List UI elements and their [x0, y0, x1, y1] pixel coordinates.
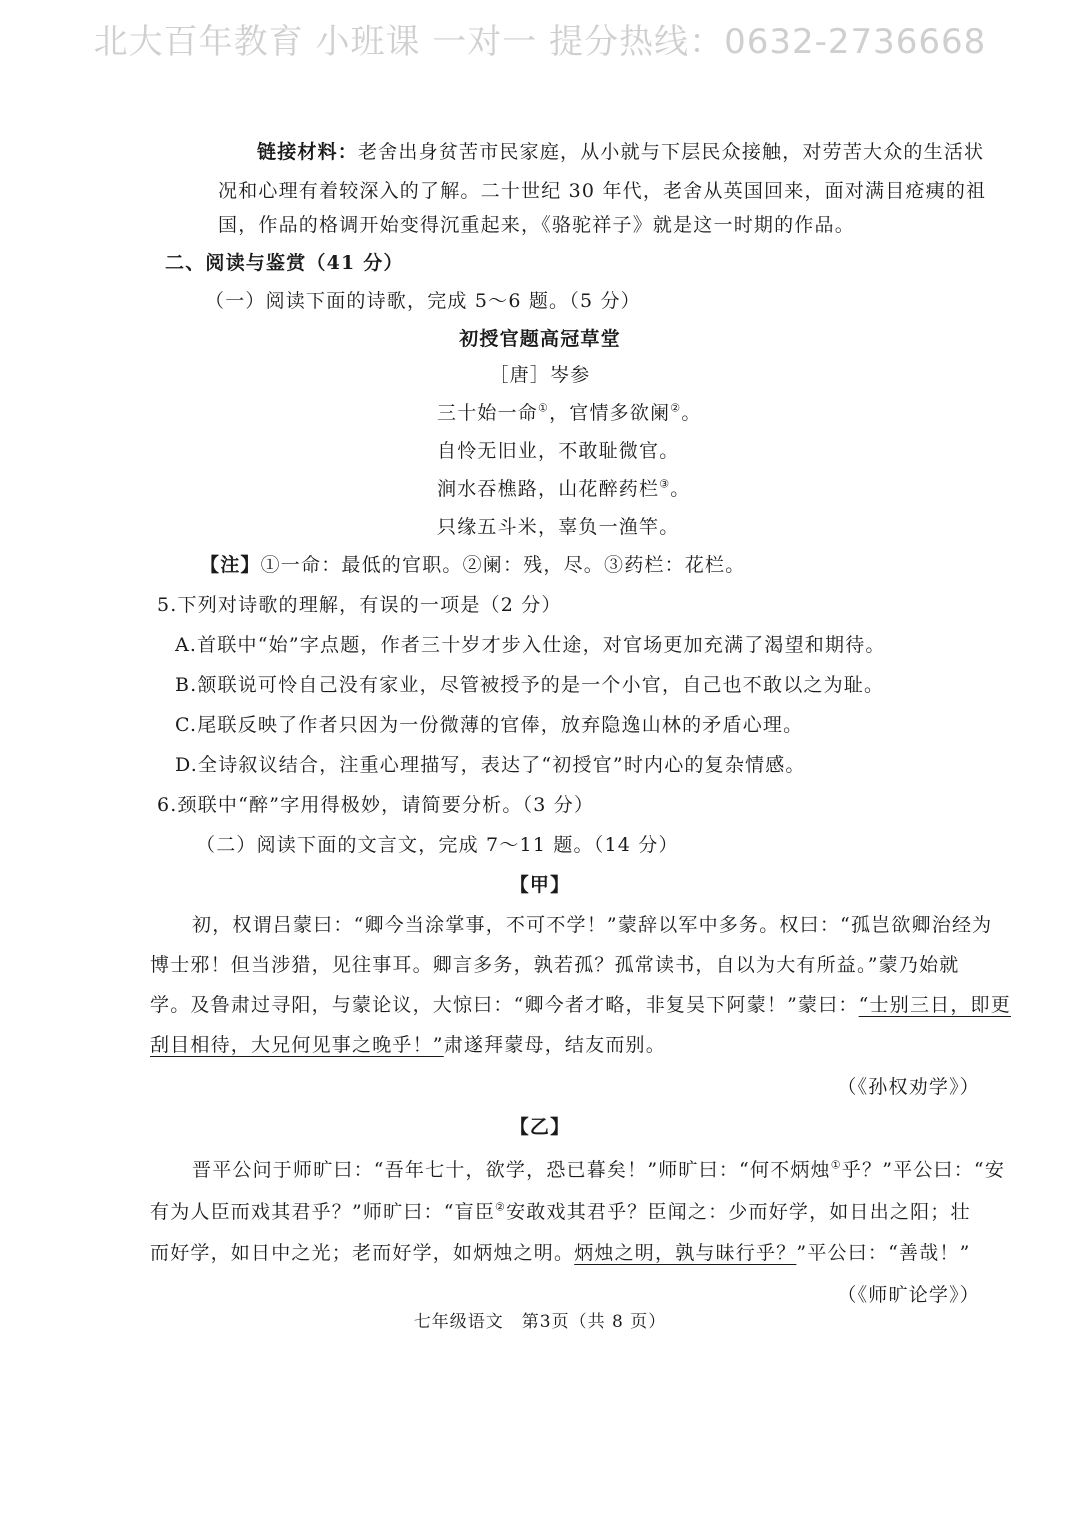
poem-line-3: 涧水吞樵路，山花醉药栏③。 [437, 477, 691, 500]
passage-jia-line-4: 刮目相待，大兄何见事之晚乎！”肃遂拜蒙母，结友而别。 [150, 1034, 666, 1056]
link-material-text-1: 老舍出身贫苦市民家庭，从小就与下层民众接触，对劳苦大众的生活状 [358, 141, 985, 163]
part2-instruction: （二）阅读下面的文言文，完成 7～11 题。（14 分） [196, 834, 679, 856]
question-5-option-a: A.首联中“始”字点题，作者三十岁才步入仕途，对官场更加充满了渴望和期待。 [175, 634, 886, 656]
underlined-sentence-jia: “士别三日，即更 [858, 994, 1011, 1016]
question-5-option-d: D.全诗叙议结合，注重心理描写，表达了“初授官”时内心的复杂情感。 [175, 754, 806, 776]
link-material-label: 链接材料： [257, 141, 359, 163]
poem-title: 初授官题高冠草堂 [459, 328, 621, 350]
passage-jia-source: （《孙权劝学》） [837, 1076, 980, 1098]
passage-yi-line-3: 而好学，如日中之光；老而好学，如炳烛之明。炳烛之明，孰与昧行乎？”平公曰：“善哉！” [150, 1242, 971, 1264]
poem-author: ［唐］岑参 [489, 364, 591, 386]
passage-yi-title: 【乙】 [509, 1116, 571, 1138]
question-6: 6.颈联中“醉”字用得极妙，请简要分析。（3 分） [157, 794, 595, 816]
question-5-stem: 5.下列对诗歌的理解，有误的一项是（2 分） [157, 594, 562, 616]
part1-instruction: （一）阅读下面的诗歌，完成 5～6 题。（5 分） [205, 290, 641, 312]
note-text: ①一命：最低的官职。②阑：残，尽。③药栏：花栏。 [260, 554, 746, 576]
link-material-line-1 [257, 137, 984, 164]
poem-line-2: 自怜无旧业，不敢耻微官。 [437, 440, 680, 462]
link-material-line-3: 国，作品的格调开始变得沉重起来，《骆驼祥子》就是这一时期的作品。 [218, 214, 855, 236]
passage-jia-line-2: 博士邪！但当涉猎，见往事耳。卿言多务，孰若孤？孤常读书，自以为大有所益。”蒙乃始就 [150, 954, 960, 976]
section-title: 二、阅读与鉴赏（41 分） [165, 252, 404, 274]
passage-yi-source: （《师旷论学》） [837, 1284, 980, 1306]
question-5-option-b: B.颔联说可怜自己没有家业，尽管被授予的是一个小官，自己也不敢以之为耻。 [175, 674, 885, 696]
note-label: 【注】 [200, 554, 261, 576]
passage-yi-line-1: 晋平公问于师旷曰：“吾年七十，欲学，恐已暮矣！”师旷曰：“何不炳烛①乎？”平公曰：“安 [192, 1158, 1006, 1181]
poem-note [200, 550, 745, 577]
underlined-sentence-jia-cont: 刮目相待，大兄何见事之晚乎！” [150, 1034, 444, 1056]
page-footer: 七年级语文 第3页（共 8 页） [413, 1312, 667, 1332]
passage-jia-line-3: 学。及鲁肃过寻阳，与蒙论议，大惊曰：“卿今者才略，非复吴下阿蒙！”蒙曰：“士别三日，即更 [150, 994, 1011, 1016]
watermark: 北大百年教育 小班课 一对一 提分热线：0632-2736668 [93, 22, 987, 62]
link-material-line-2: 况和心理有着较深入的了解。二十世纪 30 年代，老舍从英国回来，面对满目疮痍的祖 [218, 180, 987, 202]
poem-line-4: 只缘五斗米，辜负一渔竿。 [437, 516, 680, 538]
passage-jia-line-1: 初，权谓吕蒙曰：“卿今当涂掌事，不可不学！”蒙辞以军中多务。权曰：“孤岂欲卿治经为 [192, 914, 993, 936]
underlined-sentence-yi: 炳烛之明，孰与昧行乎？ [574, 1242, 797, 1264]
question-5-option-c: C.尾联反映了作者只因为一份微薄的官俸，放弃隐逸山林的矛盾心理。 [175, 714, 804, 736]
passage-jia-title: 【甲】 [509, 874, 571, 896]
passage-yi-line-2: 有为人臣而戏其君乎？”师旷曰：“盲臣②安敢戏其君乎？臣闻之：少而好学，如日出之阳；壮 [150, 1200, 971, 1223]
poem-line-1: 三十始一命①，官情多欲阑②。 [437, 401, 702, 424]
